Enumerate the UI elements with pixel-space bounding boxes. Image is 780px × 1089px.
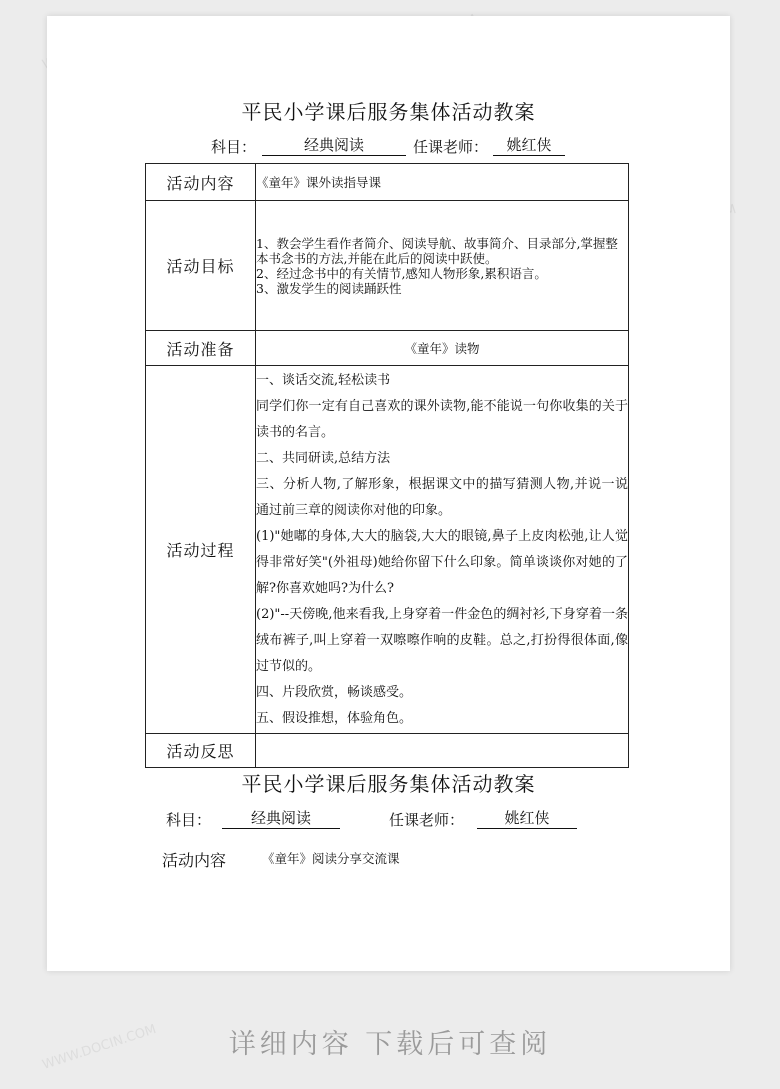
process-item: 一、谈话交流,轻松读书 (256, 372, 391, 388)
process-item: 同学们你一定有自己喜欢的课外读物,能不能说一句你收集的关于读书的名言。 (256, 398, 628, 440)
table-row (146, 201, 629, 331)
process-label: 活动过程 (146, 366, 256, 734)
process-item: (2)"--天傍晚,他来看我,上身穿着一件金色的绸衬衫,下身穿着一条绒布裤子,叫上穿着一双嚓嚓作响的皮鞋。总之,打扮得很体面,像过节似的。 (256, 606, 628, 674)
teacher-label: 任课老师： (413, 138, 489, 156)
reflect-label: 活动反思 (146, 734, 256, 768)
watermark: WWW.DOCIN.COM (40, 1022, 159, 1073)
process-item: 五、假设推想，体验角色。 (256, 710, 413, 726)
table-row (146, 331, 629, 366)
content-label: 活动内容 (146, 164, 256, 201)
content-label: 活动内容 (162, 851, 227, 870)
prep-label: 活动准备 (146, 331, 256, 366)
process-item: 四、片段欣赏，畅谈感受。 (256, 684, 413, 700)
prep-value: 《童年》读物 (256, 331, 629, 366)
table-row (146, 734, 629, 768)
reflect-value (256, 734, 629, 768)
table-row (146, 366, 629, 734)
subject-label: 科目： (211, 138, 257, 156)
process-item: 三、分析人物,了解形象，根据课文中的描写猜测人物,并说一说通过前三章的阅读你对他的印象。 (256, 476, 628, 518)
subject-value: 经典阅读 (222, 807, 340, 829)
teacher-label: 任课老师： (389, 811, 465, 829)
table-row (146, 164, 629, 201)
goal-label: 活动目标 (146, 201, 256, 331)
content-value: 《童年》阅读分享交流课 (262, 851, 400, 866)
teacher-value: 姚红侠 (477, 807, 577, 829)
subject-label: 科目： (166, 811, 212, 829)
goal-item: 3、激发学生的阅读踊跃性 (256, 280, 402, 296)
page-title: 平民小学课后服务集体活动教案 (241, 100, 536, 124)
second-page-title: 平民小学课后服务集体活动教案 (241, 772, 536, 796)
lesson-plan-table (145, 163, 629, 768)
process-item: (1)"她嘟的身体,大大的脑袋,大大的眼镜,鼻子上皮肉松弛,让人觉得非常好笑"(外祖母)她给你留下什么印象。简单谈谈你对她的了解?你喜欢她吗?为什么? (256, 528, 628, 596)
content-value: 《童年》课外读指导课 (256, 164, 629, 201)
goal-item: 2、经过念书中的有关情节,感知人物形象,累积语言。 (256, 265, 547, 281)
subject-value: 经典阅读 (262, 134, 406, 156)
document-page (47, 16, 730, 971)
download-hint: 详细内容 下载后可查阅 (228, 1029, 552, 1060)
teacher-value: 姚红侠 (493, 134, 565, 156)
goal-item: 1、教会学生看作者简介、阅读导航、故事简介、目录部分,掌握整本书念书的方法,并能在此后的阅读中跃使。 (256, 235, 618, 266)
goal-value (256, 201, 629, 331)
process-value (256, 366, 629, 734)
process-item: 二、共同研读,总结方法 (256, 450, 391, 466)
